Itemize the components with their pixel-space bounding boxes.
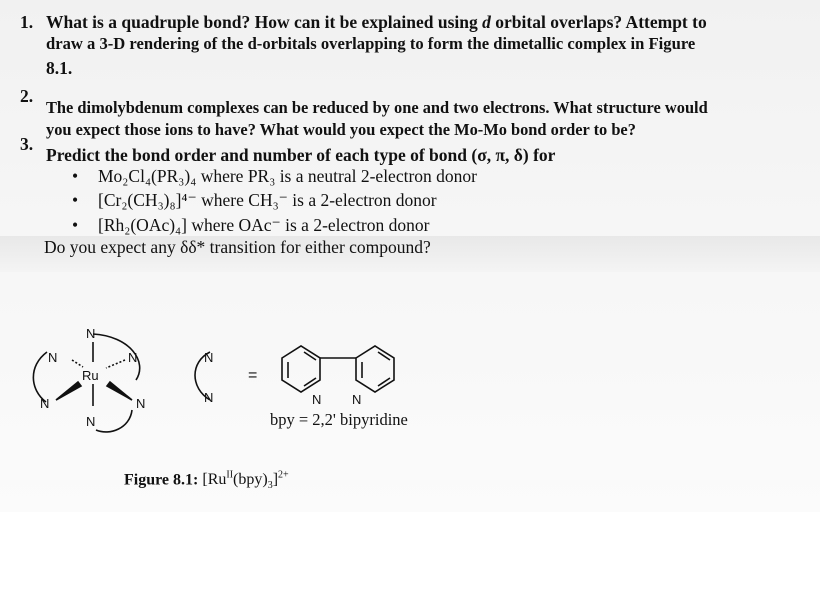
- chelate-n-bottom: N: [204, 390, 214, 405]
- question-1-number: 1.: [20, 12, 34, 32]
- question-2-line-1: The dimolybdenum complexes can be reduced by one and two electrons. What structure would: [46, 98, 708, 117]
- bullet-dot: •: [72, 166, 79, 186]
- atom-ru: Ru: [82, 368, 99, 383]
- figure-caption: Figure 8.1: $[Ru^{II}(bpy)_3]^{2+}$: [124, 470, 289, 492]
- bpy-label: bpy = 2,2' bipyridine: [270, 410, 408, 429]
- atom-n-bottom: N: [86, 414, 96, 429]
- question-3-line-1: Predict the bond order and number of each type of bond (σ, π, δ) for: [46, 145, 556, 165]
- figure-caption-label: Figure 8.1:: [124, 471, 199, 489]
- bullet-item-3: [Rh₂(OAc)₄] where OAc⁻ is a 2-electron donor: [98, 215, 430, 235]
- question-1-line-2: draw a 3-D rendering of the d-orbitals overlapping to form the dimetallic complex in Figure: [46, 34, 696, 53]
- question-1-text-b: orbital overlaps? Attempt to: [495, 12, 707, 32]
- question-1-italic-d: d: [482, 12, 491, 32]
- bpy-n-right: N: [352, 392, 362, 407]
- question-3-number: 3.: [20, 134, 34, 154]
- bipyridine-structure: [282, 346, 394, 392]
- question-3-followup: Do you expect any δδ* transition for either compound?: [44, 237, 431, 257]
- ru-complex-figure: [20, 322, 480, 472]
- bullet-dot: •: [72, 190, 79, 210]
- chelate-n-top: N: [204, 350, 214, 365]
- bullet-item-1: Mo₂Cl₄(PR₃)₄ where PR₃ is a neutral 2-electron donor: [98, 166, 477, 186]
- question-2-line-2: you expect those ions to have? What would you expect the Mo-Mo bond order to be?: [46, 120, 636, 139]
- equals-sign: =: [248, 367, 258, 384]
- question-1-text-a: What is a quadruple bond? How can it be explained using: [46, 12, 478, 32]
- atom-n-left: N: [48, 350, 58, 365]
- bullet-dot: •: [72, 215, 79, 235]
- atom-n-lower-left: N: [40, 396, 50, 411]
- atom-n-lower-right: N: [136, 396, 146, 411]
- atom-n-right: N: [128, 350, 138, 365]
- question-1-line-3: 8.1.: [46, 58, 73, 78]
- question-2-number: 2.: [20, 86, 34, 106]
- bullet-item-2: [Cr₂(CH₃)₈]⁴⁻ where CH₃⁻ is a 2-electron donor: [98, 190, 437, 210]
- atom-n-top: N: [86, 326, 96, 341]
- bpy-n-left: N: [312, 392, 322, 407]
